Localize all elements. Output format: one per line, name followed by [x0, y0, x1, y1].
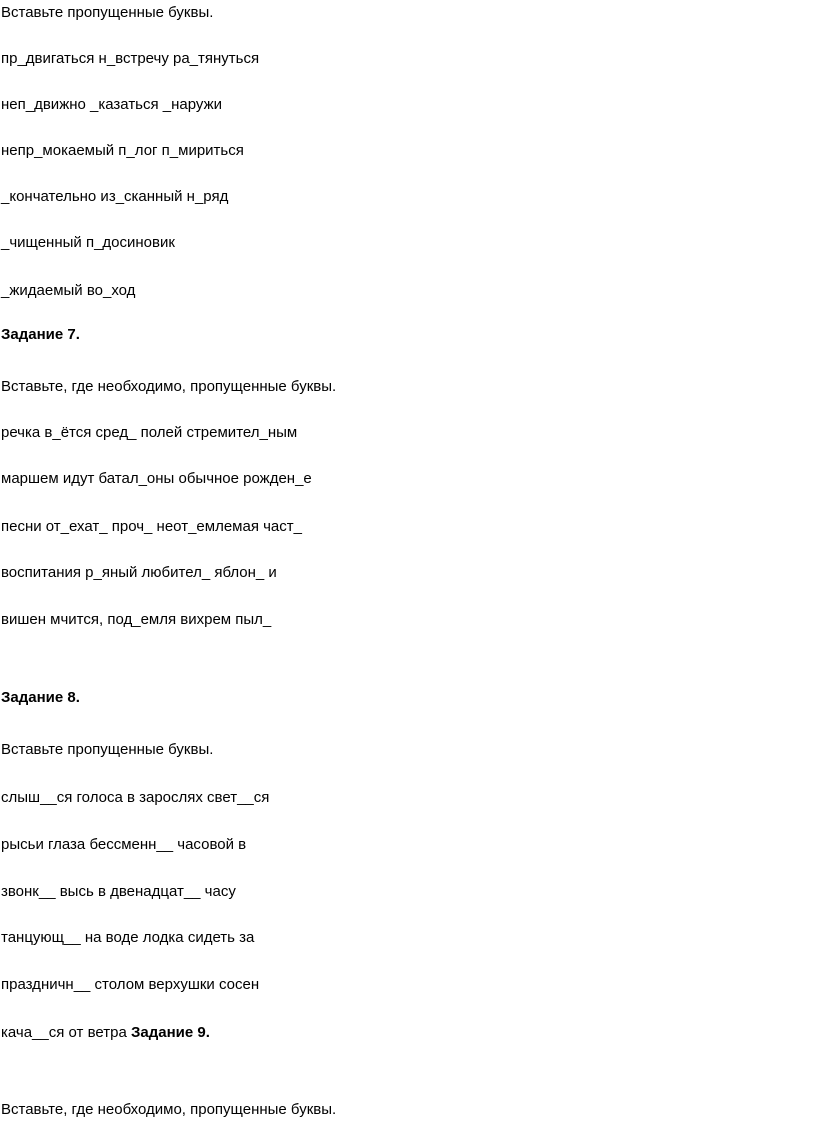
- exercise-line: маршем идут батал_оны обычное рожден_е: [1, 470, 312, 487]
- exercise-line: слыш__ся голоса в зарослях свет__ся: [1, 789, 270, 806]
- exercise-line: звонк__ высь в двенадцат__ часу: [1, 883, 236, 900]
- exercise-line: воспитания р_яный любител_ яблон_ и: [1, 564, 277, 581]
- exercise-line: пр_двигаться н_встречу ра_тянуться: [1, 50, 260, 67]
- instruction-line: Вставьте, где необходимо, пропущенные буквы.: [1, 378, 337, 395]
- exercise-line: _кончательно из_сканный н_ряд: [1, 188, 229, 205]
- exercise-line: танцующ__ на воде лодка сидеть за: [1, 929, 255, 946]
- exercise-line: речка в_ётся сред_ полей стремител_ным: [1, 424, 298, 441]
- exercise-line: _чищенный п_досиновик: [1, 234, 175, 251]
- instruction-line: Вставьте пропущенные буквы.: [1, 741, 214, 758]
- task-heading: Задание 9.: [130, 1024, 210, 1041]
- exercise-line: вишен мчится, под_емля вихрем пыл_: [1, 611, 272, 628]
- exercise-line: рысьи глаза бессменн__ часовой в: [1, 836, 247, 853]
- exercise-line: песни от_ехат_ проч_ неот_емлемая част_: [1, 518, 302, 535]
- task-heading: Задание 7.: [1, 326, 80, 343]
- exercise-text: кача__ся от ветра: [1, 1024, 131, 1041]
- task-heading: Задание 8.: [1, 689, 80, 706]
- exercise-line: _жидаемый во_ход: [1, 282, 136, 299]
- instruction-line: Вставьте, где необходимо, пропущенные буквы.: [1, 1101, 337, 1118]
- instruction-line: Вставьте пропущенные буквы.: [1, 4, 214, 21]
- exercise-line-with-heading: [1, 1024, 210, 1042]
- exercise-line: праздничн__ столом верхушки сосен: [1, 976, 260, 993]
- exercise-line: непр_мокаемый п_лог п_мириться: [1, 142, 244, 159]
- exercise-line: неп_движно _казаться _наружи: [1, 96, 223, 113]
